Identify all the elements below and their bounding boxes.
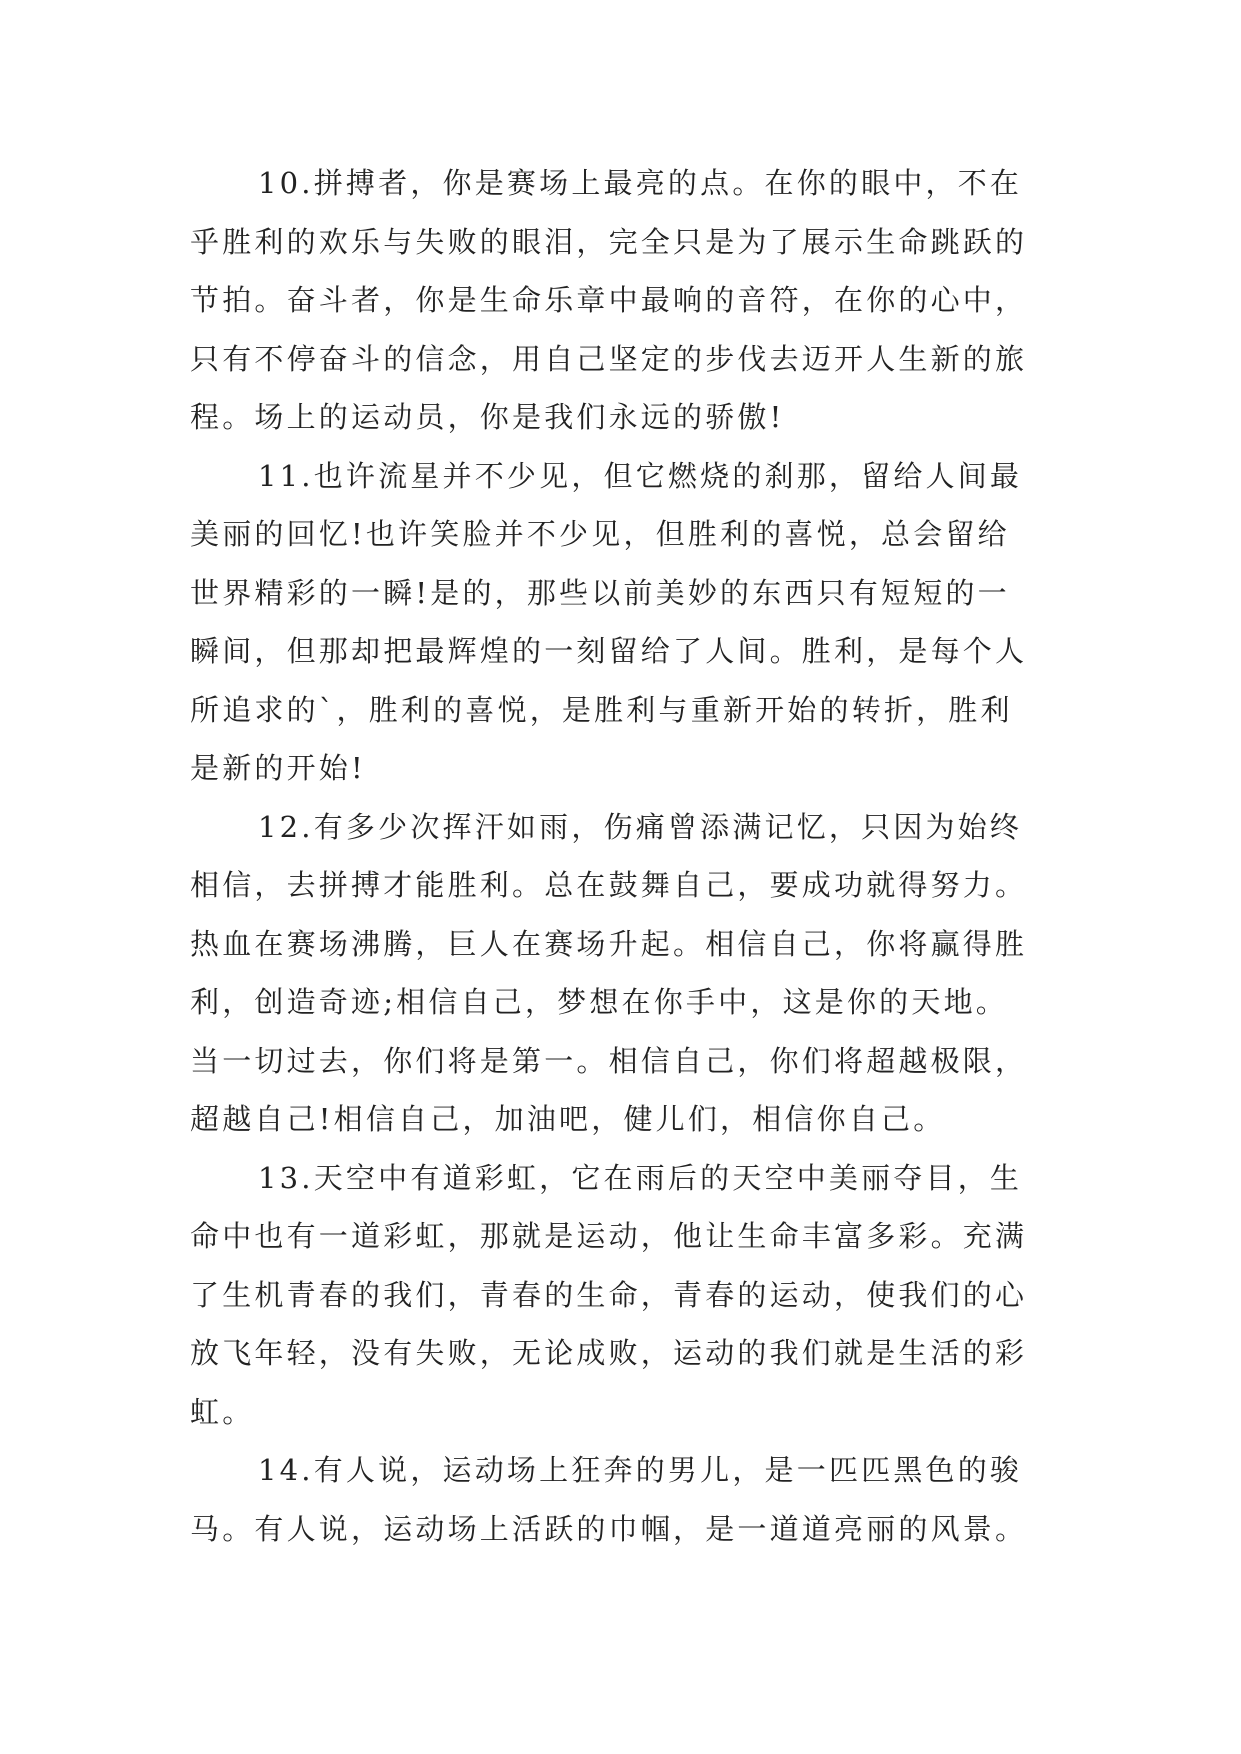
text-line: 13.天空中有道彩虹，它在雨后的天空中美丽夺目，生: [258, 1160, 1023, 1195]
text-line: 虹。: [190, 1394, 255, 1429]
text-line: 当一切过去，你们将是第一。相信自己，你们将超越极限，: [190, 1043, 1028, 1078]
text-line: 瞬间，但那却把最辉煌的一刻留给了人间。胜利，是每个人: [190, 634, 1028, 668]
text-line: 美丽的回忆!也许笑脸并不少见，但胜利的喜悦，总会留给: [190, 517, 1010, 551]
paragraph-10: [190, 154, 1070, 447]
text-line: 14.有人说，运动场上狂奔的男儿，是一匹匹黑色的骏: [258, 1453, 1023, 1487]
text-line: 放飞年轻，没有失败，无论成败，运动的我们就是生活的彩: [190, 1336, 1028, 1370]
text-line: 相信，去拼搏才能胜利。总在鼓舞自己，要成功就得努力。: [190, 868, 1028, 902]
text-line: 利，创造奇迹;相信自己，梦想在你手中，这是你的天地。: [190, 985, 1008, 1019]
text-line: 了生机青春的我们，青春的生命，青春的运动，使我们的心: [190, 1277, 1028, 1312]
text-line: 超越自己!相信自己，加油吧，健儿们，相信你自己。: [190, 1102, 946, 1136]
text-line: 所追求的`，胜利的喜悦，是胜利与重新开始的转折，胜利: [190, 692, 1013, 727]
document-body: [190, 154, 1070, 1558]
text-line: 程。场上的运动员，你是我们永远的骄傲!: [190, 400, 785, 434]
text-line: 马。有人说，运动场上活跃的巾帼，是一道道亮丽的风景。: [190, 1511, 1028, 1546]
text-line: 只有不停奋斗的信念，用自己坚定的步伐去迈开人生新的旅: [190, 341, 1028, 376]
text-line: 节拍。奋斗者，你是生命乐章中最响的音符，在你的心中，: [190, 283, 1028, 317]
text-line: 世界精彩的一瞬!是的，那些以前美妙的东西只有短短的一: [190, 575, 1010, 610]
paragraph-13: [190, 1149, 1070, 1442]
paragraph-14: [190, 1441, 1070, 1558]
text-line: 11.也许流星并不少见，但它燃烧的刹那，留给人间最: [258, 458, 1023, 493]
text-line: 乎胜利的欢乐与失败的眼泪，完全只是为了展示生命跳跃的: [190, 224, 1028, 259]
text-line: 12.有多少次挥汗如雨，伤痛曾添满记忆，只因为始终: [258, 809, 1023, 844]
paragraph-12: [190, 798, 1070, 1149]
text-line: 10.拼搏者，你是赛场上最亮的点。在你的眼中，不在: [258, 166, 1023, 200]
paragraph-11: [190, 447, 1070, 798]
text-line: 是新的开始!: [190, 751, 366, 785]
text-line: 热血在赛场沸腾，巨人在赛场升起。相信自己，你将赢得胜: [190, 926, 1028, 961]
text-line: 命中也有一道彩虹，那就是运动，他让生命丰富多彩。充满: [190, 1219, 1028, 1253]
